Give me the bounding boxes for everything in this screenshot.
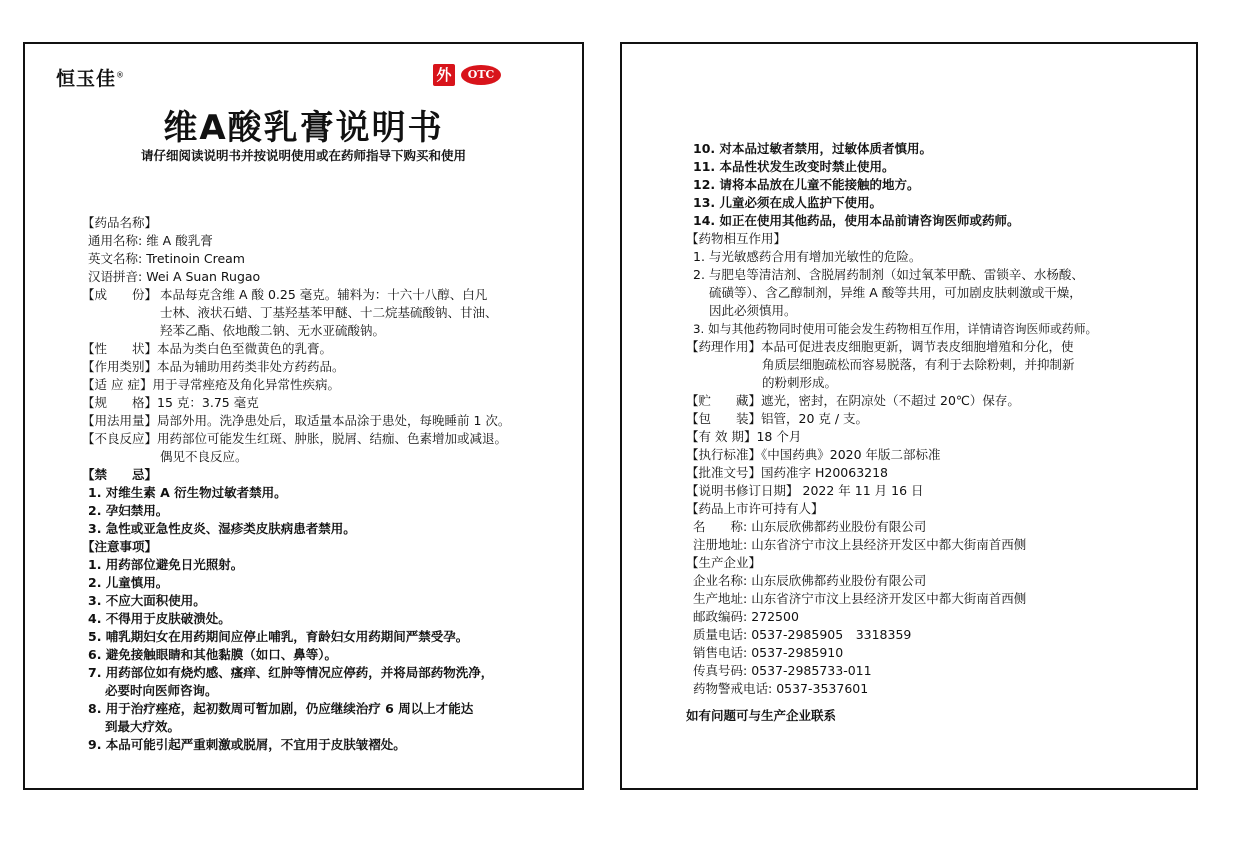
storage: 遮光，密封，在阴凉处（不超过 20℃）保存。 bbox=[761, 393, 1020, 408]
revision-row bbox=[686, 482, 924, 500]
indications-row bbox=[82, 376, 340, 394]
storage-label: 【贮 藏】 bbox=[686, 393, 762, 408]
category-label: 【作用类别】 bbox=[82, 359, 158, 374]
generic-name-row bbox=[88, 232, 213, 250]
drug-name-header: 【药品名称】 bbox=[82, 215, 158, 230]
sales-tel-row bbox=[693, 644, 843, 662]
precaution-item-cont: 必要时向医师咨询。 bbox=[105, 683, 218, 698]
pharmacology-row bbox=[686, 338, 1074, 356]
validity: 18 个月 bbox=[756, 429, 802, 444]
document-title: 维A酸乳膏说明书 bbox=[163, 108, 444, 148]
english-name-row bbox=[88, 250, 245, 268]
mah-name-row bbox=[693, 518, 926, 536]
sales-tel: 0537-2985910 bbox=[751, 645, 844, 660]
quality-tel-row bbox=[693, 626, 911, 644]
precautions-header: 【注意事项】 bbox=[82, 539, 158, 554]
mah-address-row bbox=[693, 536, 1026, 554]
quality-tel: 0537-2985905 3318359 bbox=[751, 627, 912, 642]
composition-line: 士林、液状石蜡、丁基羟基苯甲醚、十二烷基硫酸钠、甘油、 bbox=[160, 305, 498, 320]
precaution-item: 3. 不应大面积使用。 bbox=[88, 593, 206, 608]
pharmacology-line: 本品可促进表皮细胞更新，调节表皮细胞增殖和分化，使 bbox=[761, 339, 1074, 354]
document-subtitle: 请仔细阅读说明书并按说明使用或在药师指导下购买和使用 bbox=[140, 148, 466, 163]
pharmacology-label: 【药理作用】 bbox=[686, 339, 762, 354]
precaution-item: 13. 儿童必须在成人监护下使用。 bbox=[693, 195, 882, 210]
precaution-item: 10. 对本品过敏者禁用，过敏体质者慎用。 bbox=[693, 141, 932, 156]
standard-row bbox=[686, 446, 941, 464]
validity-label: 【有 效 期】 bbox=[686, 429, 757, 444]
brand-name: 恒玉佳 bbox=[56, 68, 117, 90]
composition-line: 本品每克含维 A 酸 0.25 毫克。辅料为：十六十八醇、白凡 bbox=[160, 287, 488, 302]
mah-name-label: 名 称: bbox=[693, 519, 748, 534]
interaction-item-cont: 因此必须慎用。 bbox=[709, 303, 797, 318]
revision-label: 【说明书修订日期】 bbox=[686, 483, 799, 498]
adverse-line: 偶见不良反应。 bbox=[160, 449, 248, 464]
mfr-address: 山东省济宁市汶上县经济开发区中都大街南首西侧 bbox=[751, 591, 1027, 606]
manufacturer-header: 【生产企业】 bbox=[686, 555, 762, 570]
package: 铝管，20 克 / 支。 bbox=[761, 411, 869, 426]
precaution-item-cont: 到最大疗效。 bbox=[105, 719, 181, 734]
trademark-mark: ® bbox=[116, 70, 126, 80]
pharmacology-line: 角质层细胞疏松而容易脱落，有利于去除粉刺，并抑制新 bbox=[762, 357, 1075, 372]
package-label: 【包 装】 bbox=[686, 411, 762, 426]
precaution-item: 12. 请将本品放在儿童不能接触的地方。 bbox=[693, 177, 920, 192]
fax-label: 传真号码: bbox=[693, 663, 748, 678]
otc-badge: OTC bbox=[461, 65, 501, 85]
category-row bbox=[82, 358, 345, 376]
pinyin-row bbox=[88, 268, 260, 286]
precaution-item: 8. 用于治疗痤疮，起初数周可暂加剧，仍应继续治疗 6 周以上才能达 bbox=[88, 701, 474, 716]
pv-tel-label: 药物警戒电话: bbox=[693, 681, 773, 696]
approval-row bbox=[686, 464, 888, 482]
precaution-item: 5. 哺乳期妇女在用药期间应停止哺乳，育龄妇女用药期间严禁受孕。 bbox=[88, 629, 469, 644]
composition-line: 羟苯乙酯、依地酸二钠、无水亚硫酸钠。 bbox=[160, 323, 386, 338]
interaction-item: 3. 如与其他药物同时使用可能会发生药物相互作用，详情请咨询医师或药师。 bbox=[693, 322, 1098, 336]
pharmacology-line: 的粉刺形成。 bbox=[762, 375, 838, 390]
brand-logo bbox=[56, 64, 125, 91]
contraindications-header: 【禁 忌】 bbox=[82, 467, 158, 482]
mah-address: 山东省济宁市汶上县经济开发区中都大街南首西侧 bbox=[751, 537, 1027, 552]
indications: 用于寻常痤疮及角化异常性疾病。 bbox=[152, 377, 340, 392]
revision-date: 2022 年 11 月 16 日 bbox=[802, 483, 924, 498]
mfr-name-row bbox=[693, 572, 926, 590]
validity-row bbox=[686, 428, 801, 446]
interaction-item: 2. 与肥皂等清洁剂、含脱屑药制剂（如过氧苯甲酰、雷锁辛、水杨酸、 bbox=[693, 267, 1084, 282]
mah-address-label: 注册地址: bbox=[693, 537, 748, 552]
precaution-item: 11. 本品性状发生改变时禁止使用。 bbox=[693, 159, 895, 174]
properties-row bbox=[82, 340, 332, 358]
precaution-item: 1. 用药部位避免日光照射。 bbox=[88, 557, 244, 572]
mfr-name: 山东辰欣佛都药业股份有限公司 bbox=[751, 573, 927, 588]
spec-row bbox=[82, 394, 259, 412]
mfr-address-row bbox=[693, 590, 1026, 608]
mah-header: 【药品上市许可持有人】 bbox=[686, 501, 824, 516]
precaution-item: 4. 不得用于皮肤破溃处。 bbox=[88, 611, 231, 626]
properties: 本品为类白色至微黄色的乳膏。 bbox=[157, 341, 333, 356]
spec-label: 【规 格】 bbox=[82, 395, 158, 410]
precaution-item: 6. 避免接触眼睛和其他黏膜（如口、鼻等）。 bbox=[88, 647, 338, 662]
postcode-row bbox=[693, 608, 799, 626]
pv-tel: 0537-3537601 bbox=[776, 681, 869, 696]
generic-name-label: 通用名称: bbox=[88, 233, 143, 248]
postcode: 272500 bbox=[751, 609, 799, 624]
usage-row bbox=[82, 412, 510, 430]
usage-label: 【用法用量】 bbox=[82, 413, 158, 428]
mfr-name-label: 企业名称: bbox=[693, 573, 748, 588]
package-row bbox=[686, 410, 868, 428]
external-use-badge: 外 bbox=[433, 64, 455, 86]
precaution-item: 14. 如正在使用其他药品，使用本品前请咨询医师或药师。 bbox=[693, 213, 1020, 228]
standard: 《中国药典》2020 年版二部标准 bbox=[761, 447, 941, 462]
quality-tel-label: 质量电话: bbox=[693, 627, 748, 642]
precaution-item: 9. 本品可能引起严重刺激或脱屑，不宜用于皮肤皱褶处。 bbox=[88, 737, 406, 752]
storage-row bbox=[686, 392, 1020, 410]
generic-name: 维 A 酸乳膏 bbox=[146, 233, 213, 248]
interaction-item: 1. 与光敏感药合用有增加光敏性的危险。 bbox=[693, 249, 922, 264]
adverse-row bbox=[82, 430, 507, 448]
contraindication-item: 2. 孕妇禁用。 bbox=[88, 503, 169, 518]
fax-row bbox=[693, 662, 872, 680]
indications-label: 【适 应 症】 bbox=[82, 377, 153, 392]
approval-number: 国药准字 H20063218 bbox=[761, 465, 889, 480]
contraindication-item: 1. 对维生素 A 衍生物过敏者禁用。 bbox=[88, 485, 287, 500]
postcode-label: 邮政编码: bbox=[693, 609, 748, 624]
pinyin-label: 汉语拼音: bbox=[88, 269, 143, 284]
precaution-item: 2. 儿童慎用。 bbox=[88, 575, 169, 590]
contraindication-item: 3. 急性或亚急性皮炎、湿疹类皮肤病患者禁用。 bbox=[88, 521, 356, 536]
approval-label: 【批准文号】 bbox=[686, 465, 762, 480]
sales-tel-label: 销售电话: bbox=[693, 645, 748, 660]
english-name-label: 英文名称: bbox=[88, 251, 143, 266]
adverse-line: 用药部位可能发生红斑、肿胀，脱屑、结痂、色素增加或减退。 bbox=[157, 431, 508, 446]
interaction-item-cont: 硫磺等）、含乙醇制剂，异维 A 酸等共用，可加剧皮肤刺激或干燥， bbox=[709, 285, 1082, 300]
category: 本品为辅助用药类非处方药药品。 bbox=[157, 359, 345, 374]
adverse-label: 【不良反应】 bbox=[82, 431, 158, 446]
composition-label: 【成 份】 bbox=[82, 287, 158, 302]
pv-tel-row bbox=[693, 680, 868, 698]
spec: 15 克：3.75 毫克 bbox=[157, 395, 259, 410]
mfr-address-label: 生产地址: bbox=[693, 591, 748, 606]
fax: 0537-2985733-011 bbox=[751, 663, 872, 678]
usage: 局部外用。洗净患处后，取适量本品涂于患处，每晚睡前 1 次。 bbox=[157, 413, 511, 428]
properties-label: 【性 状】 bbox=[82, 341, 158, 356]
contact-note: 如有问题可与生产企业联系 bbox=[686, 708, 837, 723]
mah-name: 山东辰欣佛都药业股份有限公司 bbox=[751, 519, 927, 534]
standard-label: 【执行标准】 bbox=[686, 447, 762, 462]
precaution-item: 7. 用药部位如有烧灼感、瘙痒、红肿等情况应停药，并将局部药物洗净， bbox=[88, 665, 494, 680]
pinyin: Wei A Suan Rugao bbox=[146, 269, 261, 284]
interactions-header: 【药物相互作用】 bbox=[686, 231, 787, 246]
english-name: Tretinoin Cream bbox=[146, 251, 245, 266]
